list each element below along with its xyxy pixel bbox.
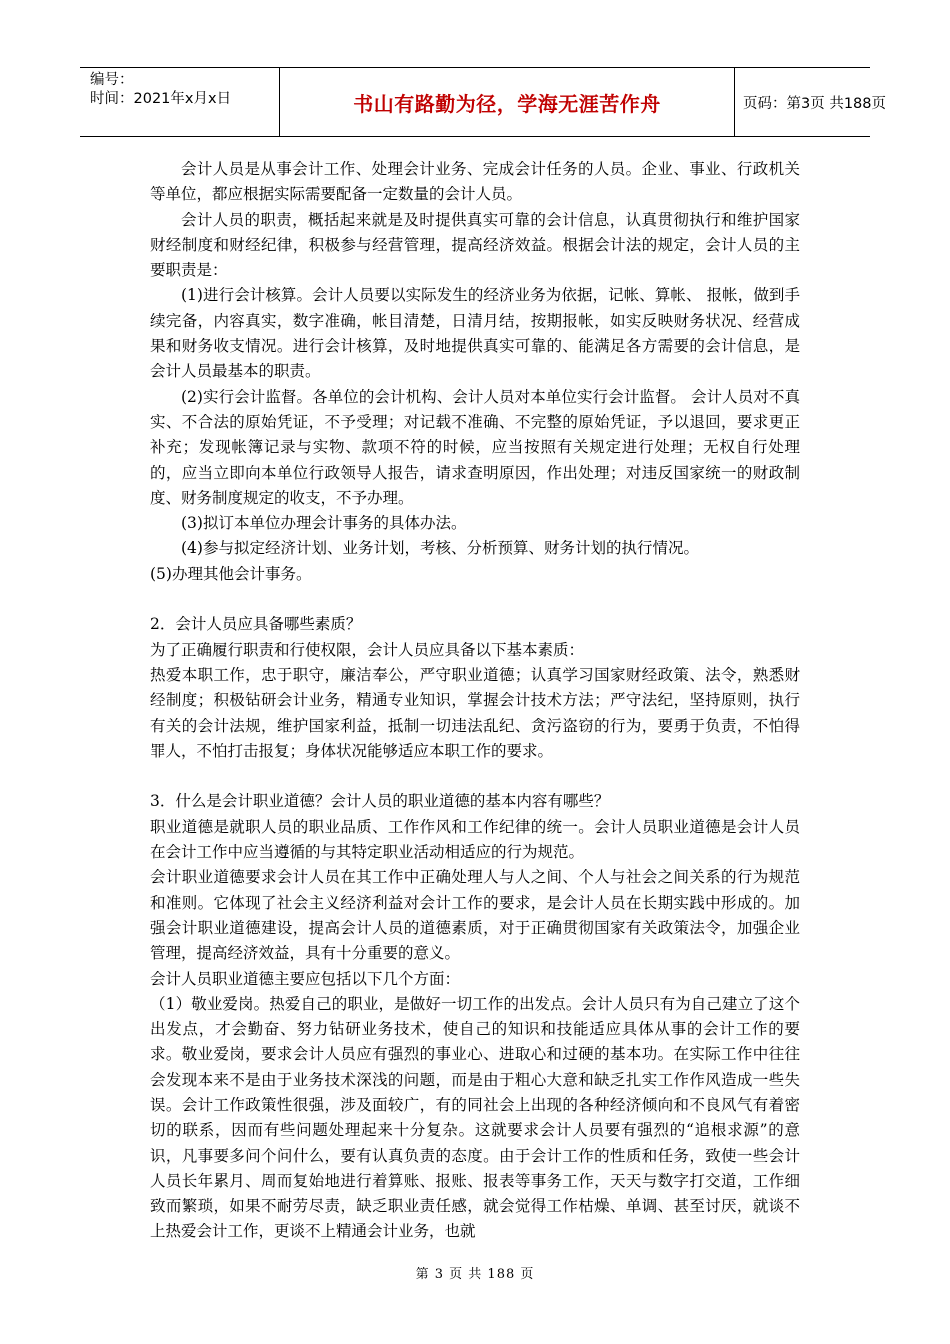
paragraph: 职业道德是就职人员的职业品质、工作作风和工作纪律的统一。会计人员职业道德是会计人员在会计工作中应当遵循的与其特定职业活动相适应的行为规范。 — [150, 817, 800, 862]
paragraph: 热爱本职工作，忠于职守，廉洁奉公，严守职业道德；认真学习国家财经政策、法令，熟悉财经制度；积极钻研会计业务，精通专业知识，掌握会计技术方法；严守法纪，坚持原则，执行有关的会计法规，维护国家利益，抵制一切违法乱纪、贪污盗窃的行为，要勇于负责，不怕得罪人，不怕打击报复；身体状况能够适应本职工作的要求。 — [150, 665, 800, 760]
paragraph: (5)办理其他会计事务。 — [150, 564, 312, 583]
page-footer: 第 3 页 共 188 页 — [415, 1267, 535, 1282]
paragraph: 为了正确履行职责和行使权限，会计人员应具备以下基本素质： — [150, 640, 585, 659]
paragraph: 会计职业道德要求会计人员在其工作中正确处理人与人之间、个人与社会之间关系的行为规范和准则。它体现了社会主义经济利益对会计工作的要求，是会计人员在长期实践中形成的。加强会计职业道德建设，提高会计人员的道德素质，对于正确贯彻国家有关政策法令，加强企业管理，提高经济效益，具有十分重要的意义。 — [150, 868, 800, 963]
header-motto: 书山有路勤为径，学海无涯苦作舟 — [280, 68, 735, 136]
paragraph: 会计人员是从事会计工作、处理会计业务、完成会计任务的人员。企业、事业、行政机关等单位，都应根据实际需要配备一定数量的会计人员。 — [150, 160, 800, 204]
header-meta — [80, 68, 280, 136]
paragraph: (1)进行会计核算。会计人员要以实际发生的经济业务为依据，记帐、算帐、 报帐，做到手续完备，内容真实，数字准确，帐目清楚，日清月结，按期报帐，如实反映财务状况、经营成果和财务收支情况。进行会计核算，及时地提供真实可靠的、能满足各方需要的会计信息，是会计人员最基本的职责。 — [150, 286, 800, 381]
section-heading: 3．什么是会计职业道德？会计人员的职业道德的基本内容有哪些？ — [150, 792, 610, 811]
blank-line — [150, 764, 800, 789]
document-body — [150, 157, 800, 1245]
paragraph: (3)拟订本单位办理会计事务的具体办法。 — [181, 514, 467, 533]
paragraph: 会计人员职业道德主要应包括以下几个方面： — [150, 969, 461, 988]
paragraph: （1）敬业爱岗。热爱自己的职业，是做好一切工作的出发点。会计人员只有为自己建立了这个出发点，才会勤奋、努力钻研业务技术，使自己的知识和技能适应具体从事的会计工作的要求。敬业爱岗，要求会计人员应有强烈的事业心、进取心和过硬的基本功。在实际工作中往往会发现本来不是由于业务技术深浅的问题，而是由于粗心大意和缺乏扎实工作作风造成一些失误。会计工作政策性很强，涉及面较广，有的同社会上出现的各种经济倾向和不良风气有着密切的联系，因而有些问题处理起来十分复杂。这就要求会计人员要有强烈的“追根求源”的意识，凡事要多问个问什么，要有认真负责的态度。由于会计工作的性质和任务，致使一些会计人员长年累月、周而复始地进行着算账、报账、报表等事务工作，天天与数字打交道，工作细致而繁琐，如果不耐劳尽责，缺乏职业责任感，就会觉得工作枯燥、单调、甚至讨厌，就谈不上热爱会计工作，更谈不上精通会计业务，也就 — [150, 994, 800, 1241]
section-heading: 2．会计人员应具备哪些素质？ — [150, 615, 362, 634]
time-label: 时间：2021年x月x日 — [90, 91, 232, 107]
paragraph: (4)参与拟定经济计划、业务计划，考核、分析预算、财务计划的执行情况。 — [181, 539, 699, 558]
number-label: 编号： — [90, 72, 134, 88]
header-page-number: 页码：第3页 共188页 — [743, 95, 887, 112]
page-header — [80, 67, 887, 137]
paragraph: 会计人员的职责，概括起来就是及时提供真实可靠的会计信息，认真贯彻执行和维护国家财经制度和财经纪律，积极参与经营管理，提高经济效益。根据会计法的规定，会计人员的主要职责是： — [150, 210, 800, 280]
blank-line — [150, 587, 800, 612]
paragraph: (2)实行会计监督。各单位的会计机构、会计人员对本单位实行会计监督。 会计人员对不真实、不合法的原始凭证，不予受理；对记载不准确、不完整的原始凭证，予以退回，要求更正补充；发现帐簿记录与实物、款项不符的时候，应当按照有关规定进行处理；无权自行处理的，应当立即向本单位行政领导人报告，请求查明原因，作出处理；对违反国家统一的财政制度、财务制度规定的收支，不予办理。 — [150, 387, 800, 507]
